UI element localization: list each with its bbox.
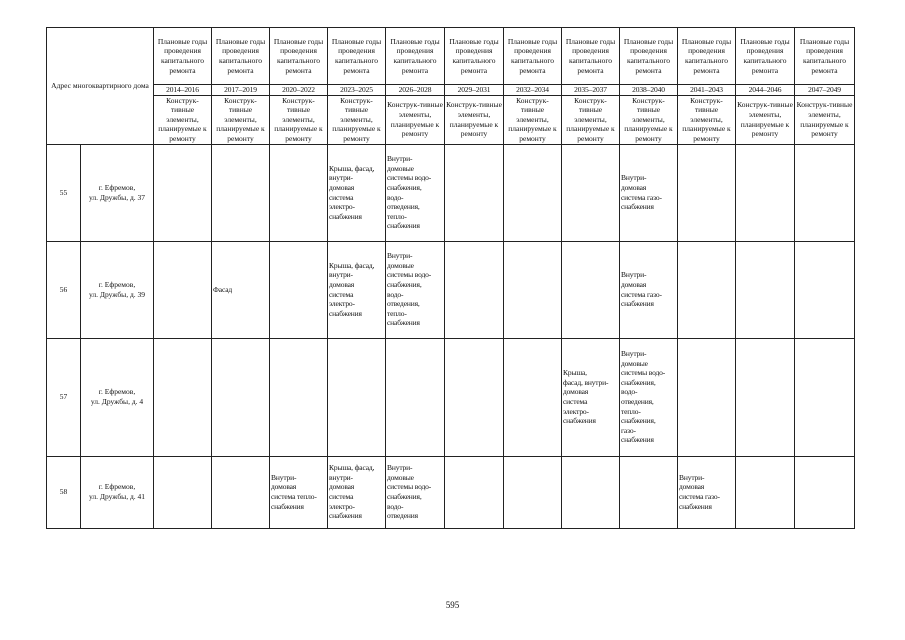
period-header: Плановые годы проведения капитального ремонта	[154, 28, 212, 85]
repair-cell	[678, 241, 736, 338]
table-row	[47, 144, 855, 241]
repair-cell	[445, 144, 504, 241]
row-number: 58	[47, 456, 81, 528]
repair-cell	[504, 241, 562, 338]
repair-cell	[386, 338, 445, 456]
repair-cell: Крыша, фасад, внутри- домовая система электро- снабжения	[328, 144, 386, 241]
elements-header: Конструк-тивные элементы, планируемые к ремонту	[620, 95, 678, 144]
period-header: Плановые годы проведения капитального ремонта	[386, 28, 445, 85]
repair-cell	[562, 456, 620, 528]
elements-header: Конструк-тивные элементы, планируемые к ремонту	[562, 95, 620, 144]
repair-cell: Внутри- домовые системы водо- снабжения, водо- отведения	[386, 456, 445, 528]
elements-header: Конструк-тивные элементы, планируемые к ремонту	[154, 95, 212, 144]
elements-header: Конструк-тивные элементы, планируемые к ремонту	[678, 95, 736, 144]
elements-header: Конструк-тивные элементы, планируемые к ремонту	[270, 95, 328, 144]
repair-cell	[795, 338, 855, 456]
repair-cell	[445, 241, 504, 338]
period-header: Плановые годы проведения капитального ремонта	[678, 28, 736, 85]
period-years: 2020–2022	[270, 85, 328, 96]
period-header: Плановые годы проведения капитального ремонта	[212, 28, 270, 85]
repair-cell	[504, 338, 562, 456]
period-years: 2041–2043	[678, 85, 736, 96]
repair-cell	[678, 338, 736, 456]
header-row-elements	[47, 95, 855, 144]
header-row-years	[47, 85, 855, 96]
table-row	[47, 338, 855, 456]
period-header: Плановые годы проведения капитального ремонта	[270, 28, 328, 85]
repair-cell	[154, 456, 212, 528]
repair-cell	[212, 338, 270, 456]
repair-cell	[620, 456, 678, 528]
period-years: 2035–2037	[562, 85, 620, 96]
repair-cell	[154, 241, 212, 338]
repair-cell	[562, 241, 620, 338]
repair-cell: Крыша, фасад, внутри- домовая система электро- снабжения	[328, 456, 386, 528]
repair-cell	[504, 144, 562, 241]
header-row-top	[47, 28, 855, 85]
repair-cell: Внутри- домовые системы водо- снабжения, водо- отведения, тепло- снабжения	[386, 144, 445, 241]
elements-header: Конструк-тивные элементы, планируемые к ремонту	[445, 95, 504, 144]
repair-cell: Внутри- домовая система газо- снабжения	[620, 144, 678, 241]
repair-cell: Крыша, фасад, внутри- домовая система электро- снабжения	[562, 338, 620, 456]
repair-cell	[562, 144, 620, 241]
repair-cell: Внутри- домовая система газо- снабжения	[620, 241, 678, 338]
period-years: 2032–2034	[504, 85, 562, 96]
period-header: Плановые годы проведения капитального ремонта	[562, 28, 620, 85]
period-years: 2023–2025	[328, 85, 386, 96]
repair-cell	[795, 456, 855, 528]
repair-cell	[795, 144, 855, 241]
period-header: Плановые годы проведения капитального ремонта	[736, 28, 795, 85]
repair-cell	[270, 338, 328, 456]
period-header: Плановые годы проведения капитального ремонта	[795, 28, 855, 85]
repair-cell: Внутри- домовые системы водо- снабжения, водо- отведения, тепло- снабжения	[386, 241, 445, 338]
row-number: 57	[47, 338, 81, 456]
table-row	[47, 241, 855, 338]
repair-cell	[154, 144, 212, 241]
period-header: Плановые годы проведения капитального ремонта	[328, 28, 386, 85]
repair-cell	[736, 456, 795, 528]
elements-header: Конструк-тивные элементы, планируемые к ремонту	[328, 95, 386, 144]
repair-cell: Внутри- домовая система тепло- снабжения	[270, 456, 328, 528]
elements-header: Конструк-тивные элементы, планируемые к ремонту	[212, 95, 270, 144]
repair-cell	[212, 456, 270, 528]
elements-header: Конструк-тивные элементы, планируемые к ремонту	[504, 95, 562, 144]
repair-cell	[328, 338, 386, 456]
repair-cell	[504, 456, 562, 528]
row-number: 55	[47, 144, 81, 241]
address-column-header: Адрес многоквартирного дома	[47, 28, 154, 145]
row-number: 56	[47, 241, 81, 338]
elements-header: Конструк-тивные элементы, планируемые к ремонту	[386, 95, 445, 144]
period-header: Плановые годы проведения капитального ремонта	[504, 28, 562, 85]
period-header: Плановые годы проведения капитального ремонта	[445, 28, 504, 85]
period-years: 2044–2046	[736, 85, 795, 96]
building-address: г. Ефремов, ул. Дружбы, д. 41	[81, 456, 154, 528]
period-years: 2038–2040	[620, 85, 678, 96]
period-years: 2014–2016	[154, 85, 212, 96]
period-years: 2026–2028	[386, 85, 445, 96]
repair-cell: Внутри- домовые системы водо- снабжения, водо- отведения, тепло- снабжения, газо- снабжения	[620, 338, 678, 456]
repair-cell	[736, 241, 795, 338]
repair-cell	[795, 241, 855, 338]
table-row	[47, 456, 855, 528]
repair-cell	[270, 241, 328, 338]
repair-cell	[270, 144, 328, 241]
repair-cell	[736, 338, 795, 456]
repair-cell: Фасад	[212, 241, 270, 338]
repair-cell	[678, 144, 736, 241]
repair-cell	[154, 338, 212, 456]
building-address: г. Ефремов, ул. Дружбы, д. 37	[81, 144, 154, 241]
repair-cell	[212, 144, 270, 241]
repair-cell	[445, 456, 504, 528]
page-number: 595	[445, 600, 460, 610]
elements-header: Конструк-тивные элементы, планируемые к ремонту	[795, 95, 855, 144]
period-years: 2017–2019	[212, 85, 270, 96]
period-years: 2029–2031	[445, 85, 504, 96]
repair-cell: Крыша, фасад, внутри- домовая система электро- снабжения	[328, 241, 386, 338]
period-header: Плановые годы проведения капитального ремонта	[620, 28, 678, 85]
repair-cell	[736, 144, 795, 241]
building-address: г. Ефремов, ул. Дружбы, д. 39	[81, 241, 154, 338]
elements-header: Конструк-тивные элементы, планируемые к ремонту	[736, 95, 795, 144]
capital-repair-plan-table	[46, 27, 855, 529]
repair-cell	[445, 338, 504, 456]
building-address: г. Ефремов, ул. Дружбы, д. 4	[81, 338, 154, 456]
repair-cell: Внутри- домовая система газо- снабжения	[678, 456, 736, 528]
period-years: 2047–2049	[795, 85, 855, 96]
